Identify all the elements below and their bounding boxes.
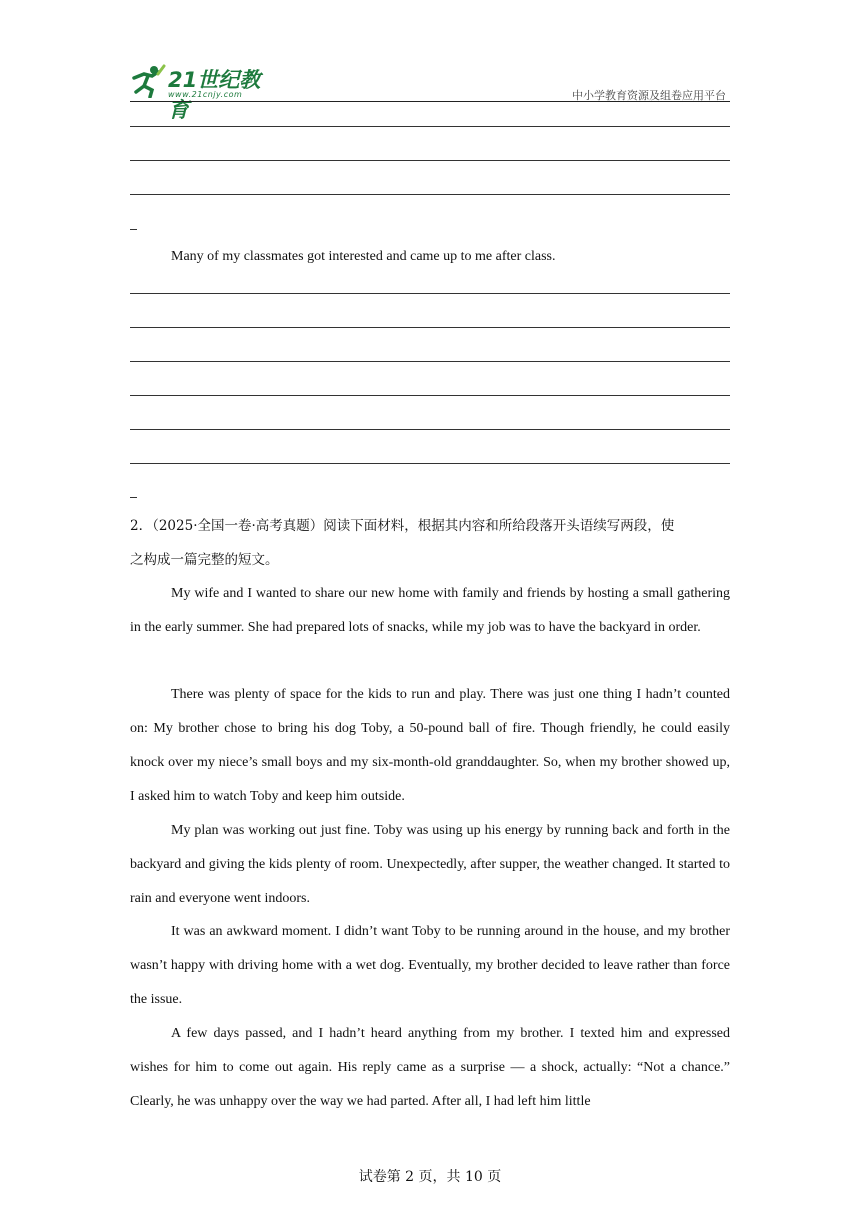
passage-paragraph: It was an awkward moment. I didn’t want Toby to be running around in the house, and my brother wasn’t happy with driving home with a wet dog. Eventually, my brother decided to leave rather than force the issue. xyxy=(130,924,730,1007)
answer-line-end xyxy=(130,229,137,230)
passage-paragraph: A few days passed, and I hadn’t heard anything from my brother. I texted him and expressed wishes for him to come out again. His reply came as a surprise — a shock, actually: “Not a chance.” Clearly, he was unhappy over the way we had parted. After all, I had left him little xyxy=(130,1026,730,1109)
question-heading xyxy=(130,509,730,577)
logo xyxy=(130,64,270,122)
logo-text: 21世纪教育 xyxy=(168,68,261,122)
passage-paragraph: My wife and I wanted to share our new home with family and friends by hosting a small gathering in the early summer. She had prepared lots of snacks, while my job was to have the backyard in order. xyxy=(130,586,730,635)
answer-line xyxy=(130,327,730,328)
runner-logo-icon xyxy=(130,64,166,98)
answer-line-end xyxy=(130,497,137,498)
page-header xyxy=(130,62,730,122)
header-tagline: 中小学教育资源及组卷应用平台 xyxy=(572,89,726,102)
answer-line xyxy=(130,194,730,195)
passage-paragraph: My plan was working out just fine. Toby was using up his energy by running back and forth in the backyard and giving the kids plenty of room. Unexpectedly, after supper, the weather changed. It started to rain and everyone went indoors. xyxy=(130,823,730,906)
question-heading-line: 2．（2025·全国一卷·高考真题）阅读下面材料，根据其内容和所给段落开头语续写两段，使 xyxy=(130,518,675,534)
page-footer: 试卷第 2 页，共 10 页 xyxy=(358,1169,502,1185)
answer-line xyxy=(130,160,730,161)
logo-url: www.21cnjy.com xyxy=(168,90,243,99)
header-rule xyxy=(130,101,730,102)
question-heading-line: 之构成一篇完整的短文。 xyxy=(130,552,279,568)
passage-paragraph: There was plenty of space for the kids to run and play. There was just one thing I hadn’t counted on: My brother chose to bring his dog Toby, a 50-pound ball of fire. Though friendly, he could easily knock over my niece’s small boys and my six-month-old granddaughter. So, when my brother showed up, I asked him to watch Toby and keep him outside. xyxy=(130,687,730,804)
answer-line xyxy=(130,361,730,362)
answer-line xyxy=(130,395,730,396)
answer-line xyxy=(130,463,730,464)
answer-line xyxy=(130,293,730,294)
answer-line xyxy=(130,126,730,127)
paragraph-prompt: Many of my classmates got interested and came up to me after class. xyxy=(171,249,556,264)
answer-line xyxy=(130,429,730,430)
